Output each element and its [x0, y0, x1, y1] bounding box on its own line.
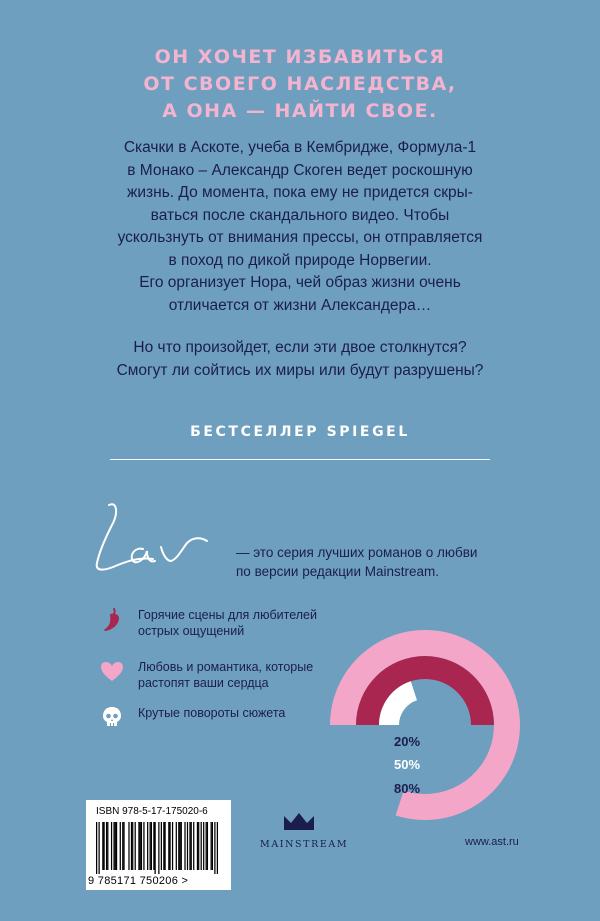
donut-chart	[325, 625, 525, 825]
headline-line: А ОНА — НАЙТИ СВОЕ.	[162, 100, 438, 122]
isbn-block	[86, 800, 231, 890]
series-description	[236, 543, 477, 581]
synopsis-paragraph	[0, 137, 600, 317]
legend-item-hot	[100, 607, 317, 639]
skull-icon	[100, 705, 124, 731]
legend-text-line: растопят ваши сердца	[138, 676, 269, 690]
headline-line: ОТ СВОЕГО НАСЛЕДСТВА,	[143, 73, 457, 95]
headline-line: ОН ХОЧЕТ ИЗБАВИТЬСЯ	[154, 46, 446, 68]
synopsis-line: Его организует Нора, чей образ жизни очень	[139, 274, 461, 291]
isbn-label: ISBN 978-5-17-175020-6	[96, 806, 208, 817]
barcode	[96, 822, 218, 874]
crown-icon	[281, 810, 317, 832]
legend-item-plot-twists	[100, 705, 285, 731]
headline	[0, 44, 600, 125]
synopsis-line: ваться после скандального видео. Чтобы	[150, 206, 450, 224]
bestseller-label: БЕСТСЕЛЛЕР SPIEGEL	[190, 424, 410, 440]
synopsis-line: жизнь. До момента, пока ему не придется скры-	[127, 184, 473, 201]
legend-text-line: Любовь и романтика, которые	[138, 660, 314, 674]
synopsis-line: в поход по дикой природе Норвегии.	[168, 251, 432, 269]
donut-label: 20%	[393, 734, 421, 749]
synopsis-line: в Монако – Александр Скоген ведет роскошную	[127, 161, 473, 179]
series-line: — это серия лучших романов о любви	[236, 545, 478, 560]
legend-text-line: Горячие сцены для любителей	[138, 608, 317, 622]
question-paragraph	[0, 337, 600, 382]
legend-text-line: острых ощущений	[138, 624, 245, 638]
legend-text-line: Крутые повороты сюжета	[138, 706, 286, 720]
series-line: по версии редакции Mainstream.	[236, 564, 440, 579]
publisher-name: MAINSTREAM	[260, 839, 349, 850]
heart-icon	[100, 659, 124, 685]
question-line: Но что произойдет, если эти двое столкнутся?	[133, 339, 467, 356]
donut-label: 80%	[393, 781, 421, 796]
isbn-digits: 9 785171 750206 >	[88, 875, 189, 887]
divider	[110, 459, 490, 460]
donut-label: 50%	[393, 757, 421, 772]
series-logo	[83, 497, 223, 577]
synopsis-line: Скачки в Аскоте, учеба в Кембридже, Формула-1	[123, 139, 477, 156]
synopsis-line: ускользнуть от внимания прессы, он отправляется	[117, 229, 483, 246]
question-line: Смогут ли сойтись их миры или будут разрушены?	[116, 361, 484, 379]
legend-item-romance	[100, 659, 313, 691]
chili-pepper-icon	[100, 607, 124, 633]
website-link[interactable]: www.ast.ru	[465, 836, 519, 848]
synopsis-line: отличается от жизни Александера…	[168, 296, 432, 314]
